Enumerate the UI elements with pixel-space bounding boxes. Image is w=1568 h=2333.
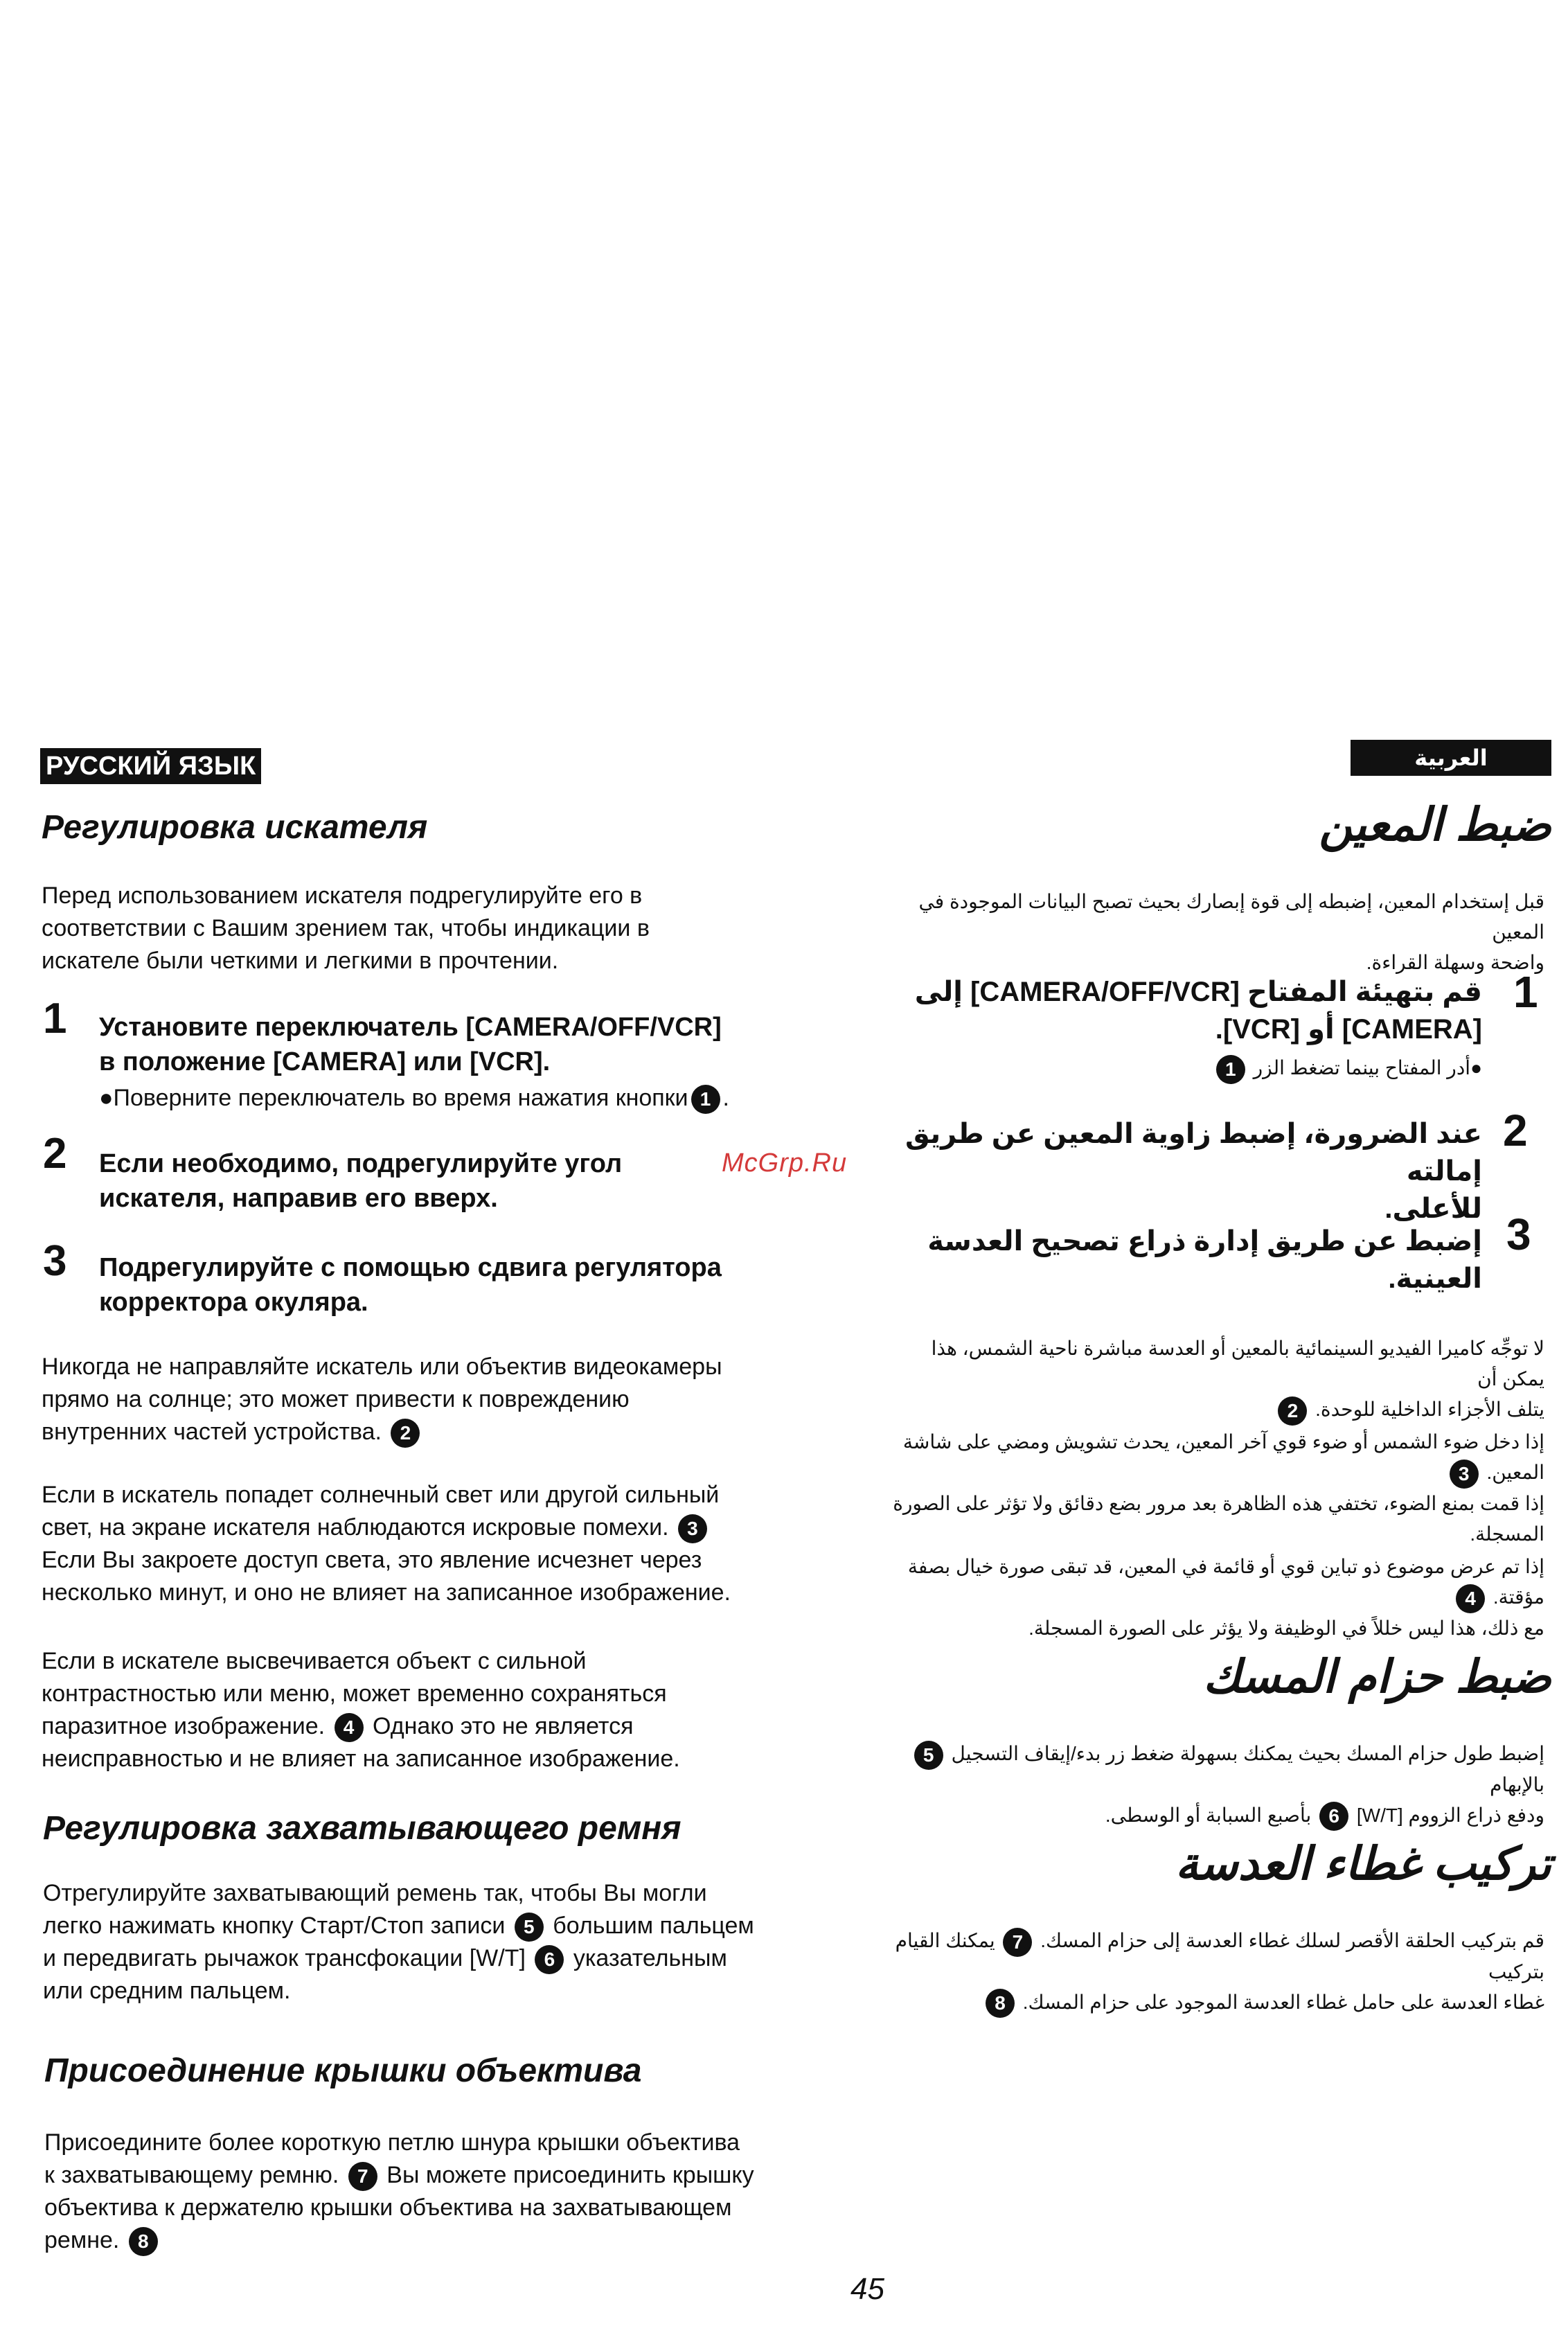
ar-ref-marker-2: 2 [1278,1396,1307,1426]
ru-step-1-text: Установите переключатель [CAMERA/OFF/VCR] в положение [CAMERA] или [VCR]. [99,1013,722,1076]
ar-bright-light-note: إذا دخل ضوء الشمس أو ضوء قوي آخر المعين، يحدث تشويش ومضي على شاشة المعين. 3 إذا قمت بمنع الضوء، تختفي هذه الظاهرة بعد مرور بضع دقائق ولا تؤثر على الصورة المسجلة. [893,1431,1544,1545]
ru-grip-belt-title: Регулировка захватывающего ремня [43,1810,681,1847]
ar-step-1-text: قم بتهيئة المفتاح [CAMERA/OFF/VCR] إلى [CAMERA] أو [VCR]. [914,977,1482,1045]
ref-marker-1: 1 [691,1085,720,1114]
ar-ref-marker-7: 7 [1003,1928,1032,1957]
ar-language-label: العربية [1351,740,1551,776]
ar-ref-marker-3: 3 [1450,1460,1479,1489]
ar-viewfinder-title: ضبط المعين [1319,799,1551,850]
ru-sun-warning: Никогда не направляйте искатель или объектив видеокамеры прямо на солнце; это может привести к повреждению внутренних частей устройства. 2 [42,1351,838,1448]
ru-afterimage-note: Если в искателе высвечивается объект с сильной контрастностью или меню, может временно сохраняться паразитное изображение. 4 Однако это не является неисправностью и не влияет на записанное изображение. [42,1648,680,1772]
ru-lens-cap-title: Присоединение крышки объектива [44,2052,642,2089]
ar-lens-cap-text: قم بتركيب الحلقة الأقصر لسلك غطاء العدسة إلى حزام المسك. 7 يمكنك القيام بتركيب غطاء العدسة على حامل غطاء العدسة الموجود على حزام المسك. 8 [866,1926,1544,2018]
ru-step-1-note: ●Поверните переключатель во время нажатия кнопки 1 . [99,1082,729,1115]
page-number: 45 [850,2272,884,2306]
ar-step-3-text: إضبط عن طريق إدارة ذراع تصحيح العدسة العينية. [927,1226,1482,1294]
ru-lens-cap-text: Присоедините более короткую петлю шнура крышки объектива к захватывающему ремню. 7 Вы можете присоединить крышку объектива к держателю крышки объектива на захватывающем ремне. 8 [44,2127,848,2257]
ar-step-3-number: 3 [1506,1209,1531,1259]
ar-grip-belt-text: إضبط طول حزام المسك بحيث يمكنك بسهولة ضغط زر بدء/إيقاف التسجيل 5 بالإبهام ودفع ذراع الزووم [W/T] 6 بأصبع السبابة أو الوسطى. [866,1739,1544,1831]
ar-step-2-text: عند الضرورة، إضبط زاوية المعين عن طريق إمالته للأعلى. [905,1119,1482,1224]
ar-step-1-note: ●أدر المفتاح بينما تضغط الزر 1 [1108,1053,1482,1084]
ar-lens-cap-title: تركيب غطاء العدسة [1175,1838,1551,1889]
ref-marker-7: 7 [348,2162,377,2191]
ref-marker-5: 5 [515,1913,544,1942]
ru-step-3-text: Подрегулируйте с помощью сдвига регулятора корректора окуляра. [99,1253,722,1317]
ru-step-2-number: 2 [43,1130,67,1178]
ar-ref-marker-5: 5 [914,1741,943,1770]
ref-marker-3: 3 [678,1514,707,1543]
ar-step-1-number: 1 [1513,967,1538,1017]
ref-marker-4: 4 [335,1713,364,1742]
ref-marker-2: 2 [391,1419,420,1448]
ar-afterimage-note: إذا تم عرض موضوع ذو تباين قوي أو قائمة في المعين، قد تبقى صورة خيال بصفة مؤقتة. 4 مع ذلك، هذا ليس خللاً في الوظيفة ولا يؤثر على الصورة المسجلة. [907,1556,1544,1639]
ru-step-2-text: Если необходимо, подрегулируйте угол искателя, направив его вверх. [99,1149,623,1213]
ru-bright-light-note: Если в искатель попадет солнечный свет или другой сильный свет, на экране искателя наблюдаются искровые помехи. 3 Если Вы закроете доступ света, это явление исчезнет через несколько минут, и оно не влияет на записанное изображение. [42,1482,731,1606]
ref-marker-6: 6 [535,1945,564,1974]
ar-viewfinder-intro: قبل إستخدام المعين، إضبطه إلى قوة إبصارك بحيث تصبح البيانات الموجودة في المعين واضحة وسهلة القراءة. [918,891,1544,973]
ar-sun-warning: لا توجِّه كاميرا الفيديو السينمائية بالمعين أو العدسة مباشرة ناحية الشمس، هذا يمكن أن يتلف الأجزاء الداخلية للوحدة. 2 [887,1333,1544,1426]
ru-language-label: РУССКИЙ ЯЗЫК [40,748,261,784]
watermark: McGrp.Ru [722,1148,848,1178]
ar-grip-belt-title: ضبط حزام المسك [1203,1651,1551,1702]
ar-ref-marker-1: 1 [1216,1055,1245,1084]
ru-step-1-number: 1 [43,995,67,1043]
ar-step-2-number: 2 [1503,1106,1528,1155]
ru-viewfinder-intro: Перед использованием искателя подрегулируйте его в соответствии с Вашим зрением так, чтобы индикации в искателе были четкими и легкими в прочтении. [42,882,650,974]
ar-ref-marker-4: 4 [1456,1584,1485,1613]
ar-ref-marker-8: 8 [986,1989,1015,2018]
ru-grip-belt-text: Отрегулируйте захватывающий ремень так, чтобы Вы могли легко нажимать кнопку Старт/Стоп записи 5 большим пальцем и передвигать рычажок трансфокации [W/T] 6 указательным или средним пальцем. [43,1880,754,2004]
ru-viewfinder-title: Регулировка искателя [42,809,428,846]
ru-step-3-number: 3 [43,1237,67,1285]
ar-ref-marker-6: 6 [1319,1802,1348,1831]
ref-marker-8: 8 [129,2227,158,2256]
